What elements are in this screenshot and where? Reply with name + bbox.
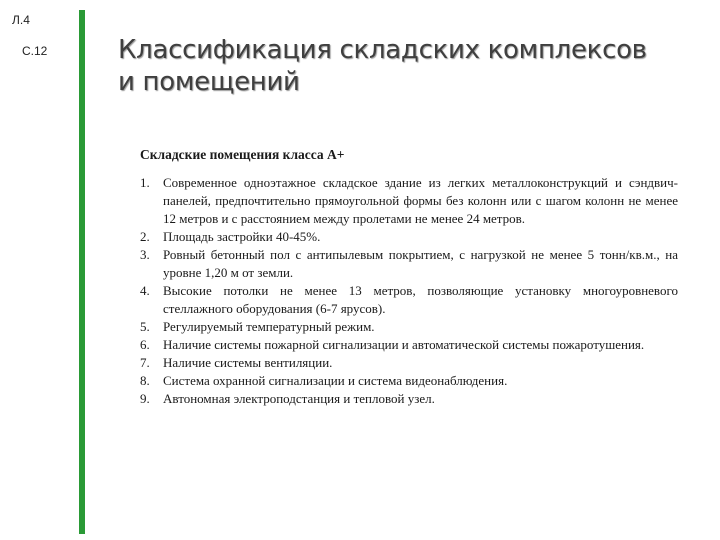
list-item-text: Высокие потолки не менее 13 метров, позволяющие установку многоуровневого стеллажного оборудования (6-7 ярусов).	[163, 283, 678, 316]
list-item-number: 8.	[140, 373, 150, 388]
list-item-number: 2.	[140, 229, 150, 244]
slide-title-line-1: Классификация складских комплексов	[118, 35, 647, 65]
vertical-divider	[79, 10, 85, 534]
list-item	[140, 318, 678, 336]
list-item-text: Площадь застройки 40-45%.	[163, 229, 321, 244]
content-block	[140, 146, 678, 408]
requirements-list	[140, 174, 678, 408]
list-item	[140, 336, 678, 354]
list-item-number: 3.	[140, 247, 150, 262]
list-item-text: Система охранной сигнализации и система видеонаблюдения.	[163, 373, 508, 388]
slide-title-line-2: и помещений	[118, 67, 300, 97]
list-item-text: Наличие системы пожарной сигнализации и автоматической системы пожаротушения.	[163, 337, 645, 352]
list-item	[140, 228, 678, 246]
list-item-number: 7.	[140, 355, 150, 370]
list-item-text: Автономная электроподстанция и тепловой узел.	[163, 391, 435, 406]
slide-title	[118, 34, 708, 98]
list-item	[140, 174, 678, 228]
section-heading: Складские помещения класса А+	[140, 147, 345, 162]
list-item	[140, 372, 678, 390]
list-item-text: Ровный бетонный пол с антипылевым покрытием, с нагрузкой не менее 5 тонн/кв.м., на уровне 1,20 м от земли.	[163, 247, 678, 280]
list-item-text: Наличие системы вентиляции.	[163, 355, 333, 370]
list-item	[140, 246, 678, 282]
list-item-number: 5.	[140, 319, 150, 334]
list-item-number: 6.	[140, 337, 150, 352]
list-item-number: 9.	[140, 391, 150, 406]
slide-number: С.12	[22, 44, 48, 58]
list-item	[140, 282, 678, 318]
list-item-number: 1.	[140, 175, 150, 190]
lecture-number: Л.4	[12, 13, 30, 27]
list-item	[140, 390, 678, 408]
list-item-number: 4.	[140, 283, 150, 298]
list-item-text: Регулируемый температурный режим.	[163, 319, 375, 334]
list-item	[140, 354, 678, 372]
list-item-text: Современное одноэтажное складское здание из легких металлоконструкций и сэндвич-панелей, предпочтительно прямоугольной формы без колонн или с шагом колонн не менее 12 метров и с расстоянием между пролетами не менее 24 метров.	[163, 175, 678, 226]
